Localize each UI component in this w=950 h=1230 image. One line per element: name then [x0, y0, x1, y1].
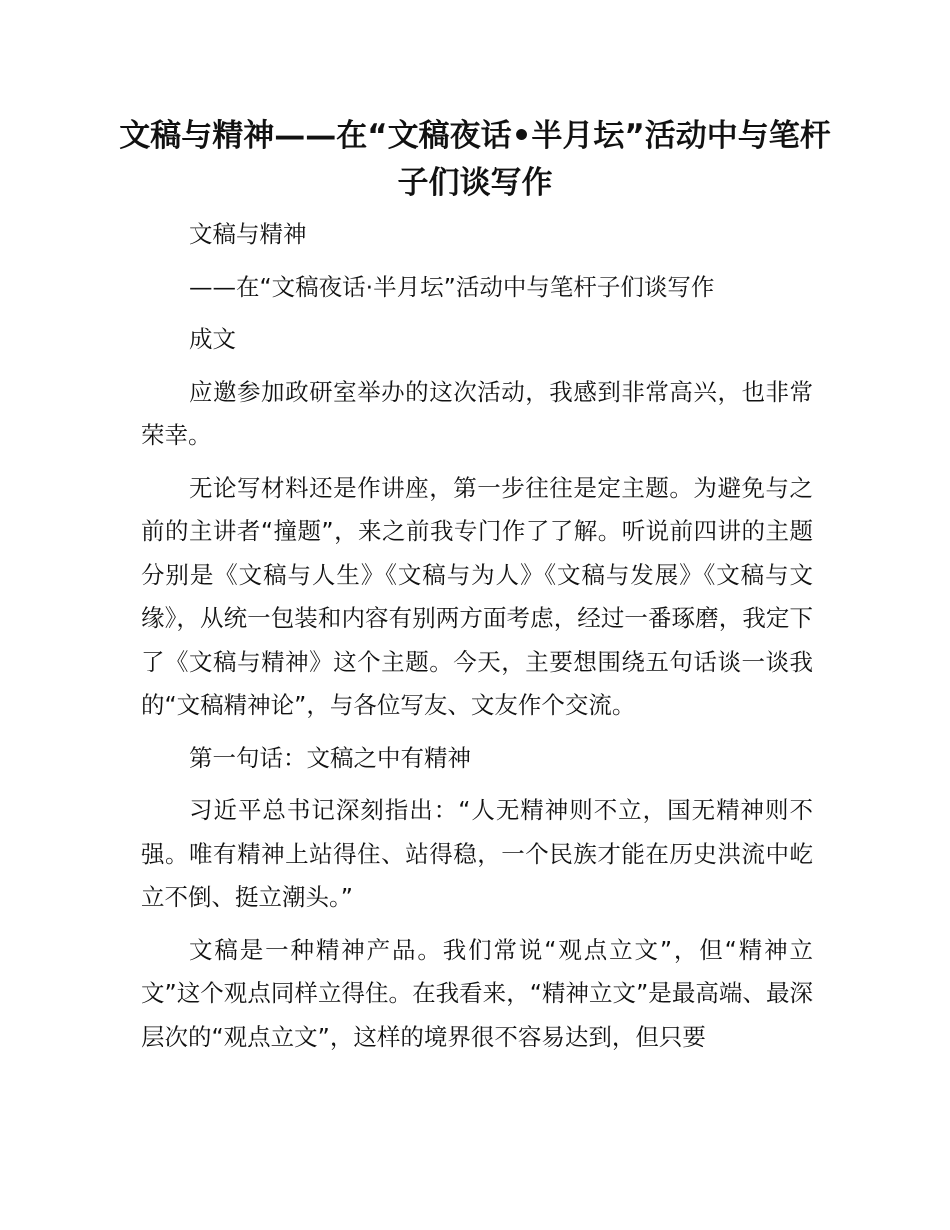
- paragraph: 无论写材料还是作讲座，第一步往往是定主题。为避免与之前的主讲者“撞题”，来之前我专门作了了解。听说前四讲的主题分别是《文稿与人生》《文稿与为人》《文稿与发展》《文稿与文缘》，从统一包装和内容有别两方面考虑，经过一番琢磨，我定下了《文稿与精神》这个主题。今天，主要想围绕五句话谈一谈我的“文稿精神论”，与各位写友、文友作个交流。: [141, 473, 813, 719]
- paragraph-subtitle: ——在“文稿夜话·半月坛”活动中与笔杆子们谈写作: [189, 272, 715, 301]
- paragraph-author: 成文: [189, 325, 236, 353]
- document-body: [141, 213, 813, 1068]
- document-title: 文稿与精神——在“文稿夜话•半月坛”活动中与笔杆子们谈写作: [119, 118, 831, 201]
- section-heading: 第一句话：文稿之中有精神: [189, 743, 471, 772]
- paragraph-heading: 文稿与精神: [189, 220, 307, 248]
- paragraph: 应邀参加政研室举办的这次活动，我感到非常高兴，也非常荣幸。: [141, 377, 813, 449]
- paragraph: 习近平总书记深刻指出：“人无精神则不立，国无精神则不强。唯有精神上站得住、站得稳，一个民族才能在历史洪流中屹立不倒、挺立潮头。”: [141, 796, 813, 911]
- paragraph: 文稿是一种精神产品。我们常说“观点立文”，但“精神立文”这个观点同样立得住。在我看来，“精神立文”是最高端、最深层次的“观点立文”，这样的境界很不容易达到，但只要: [141, 935, 813, 1051]
